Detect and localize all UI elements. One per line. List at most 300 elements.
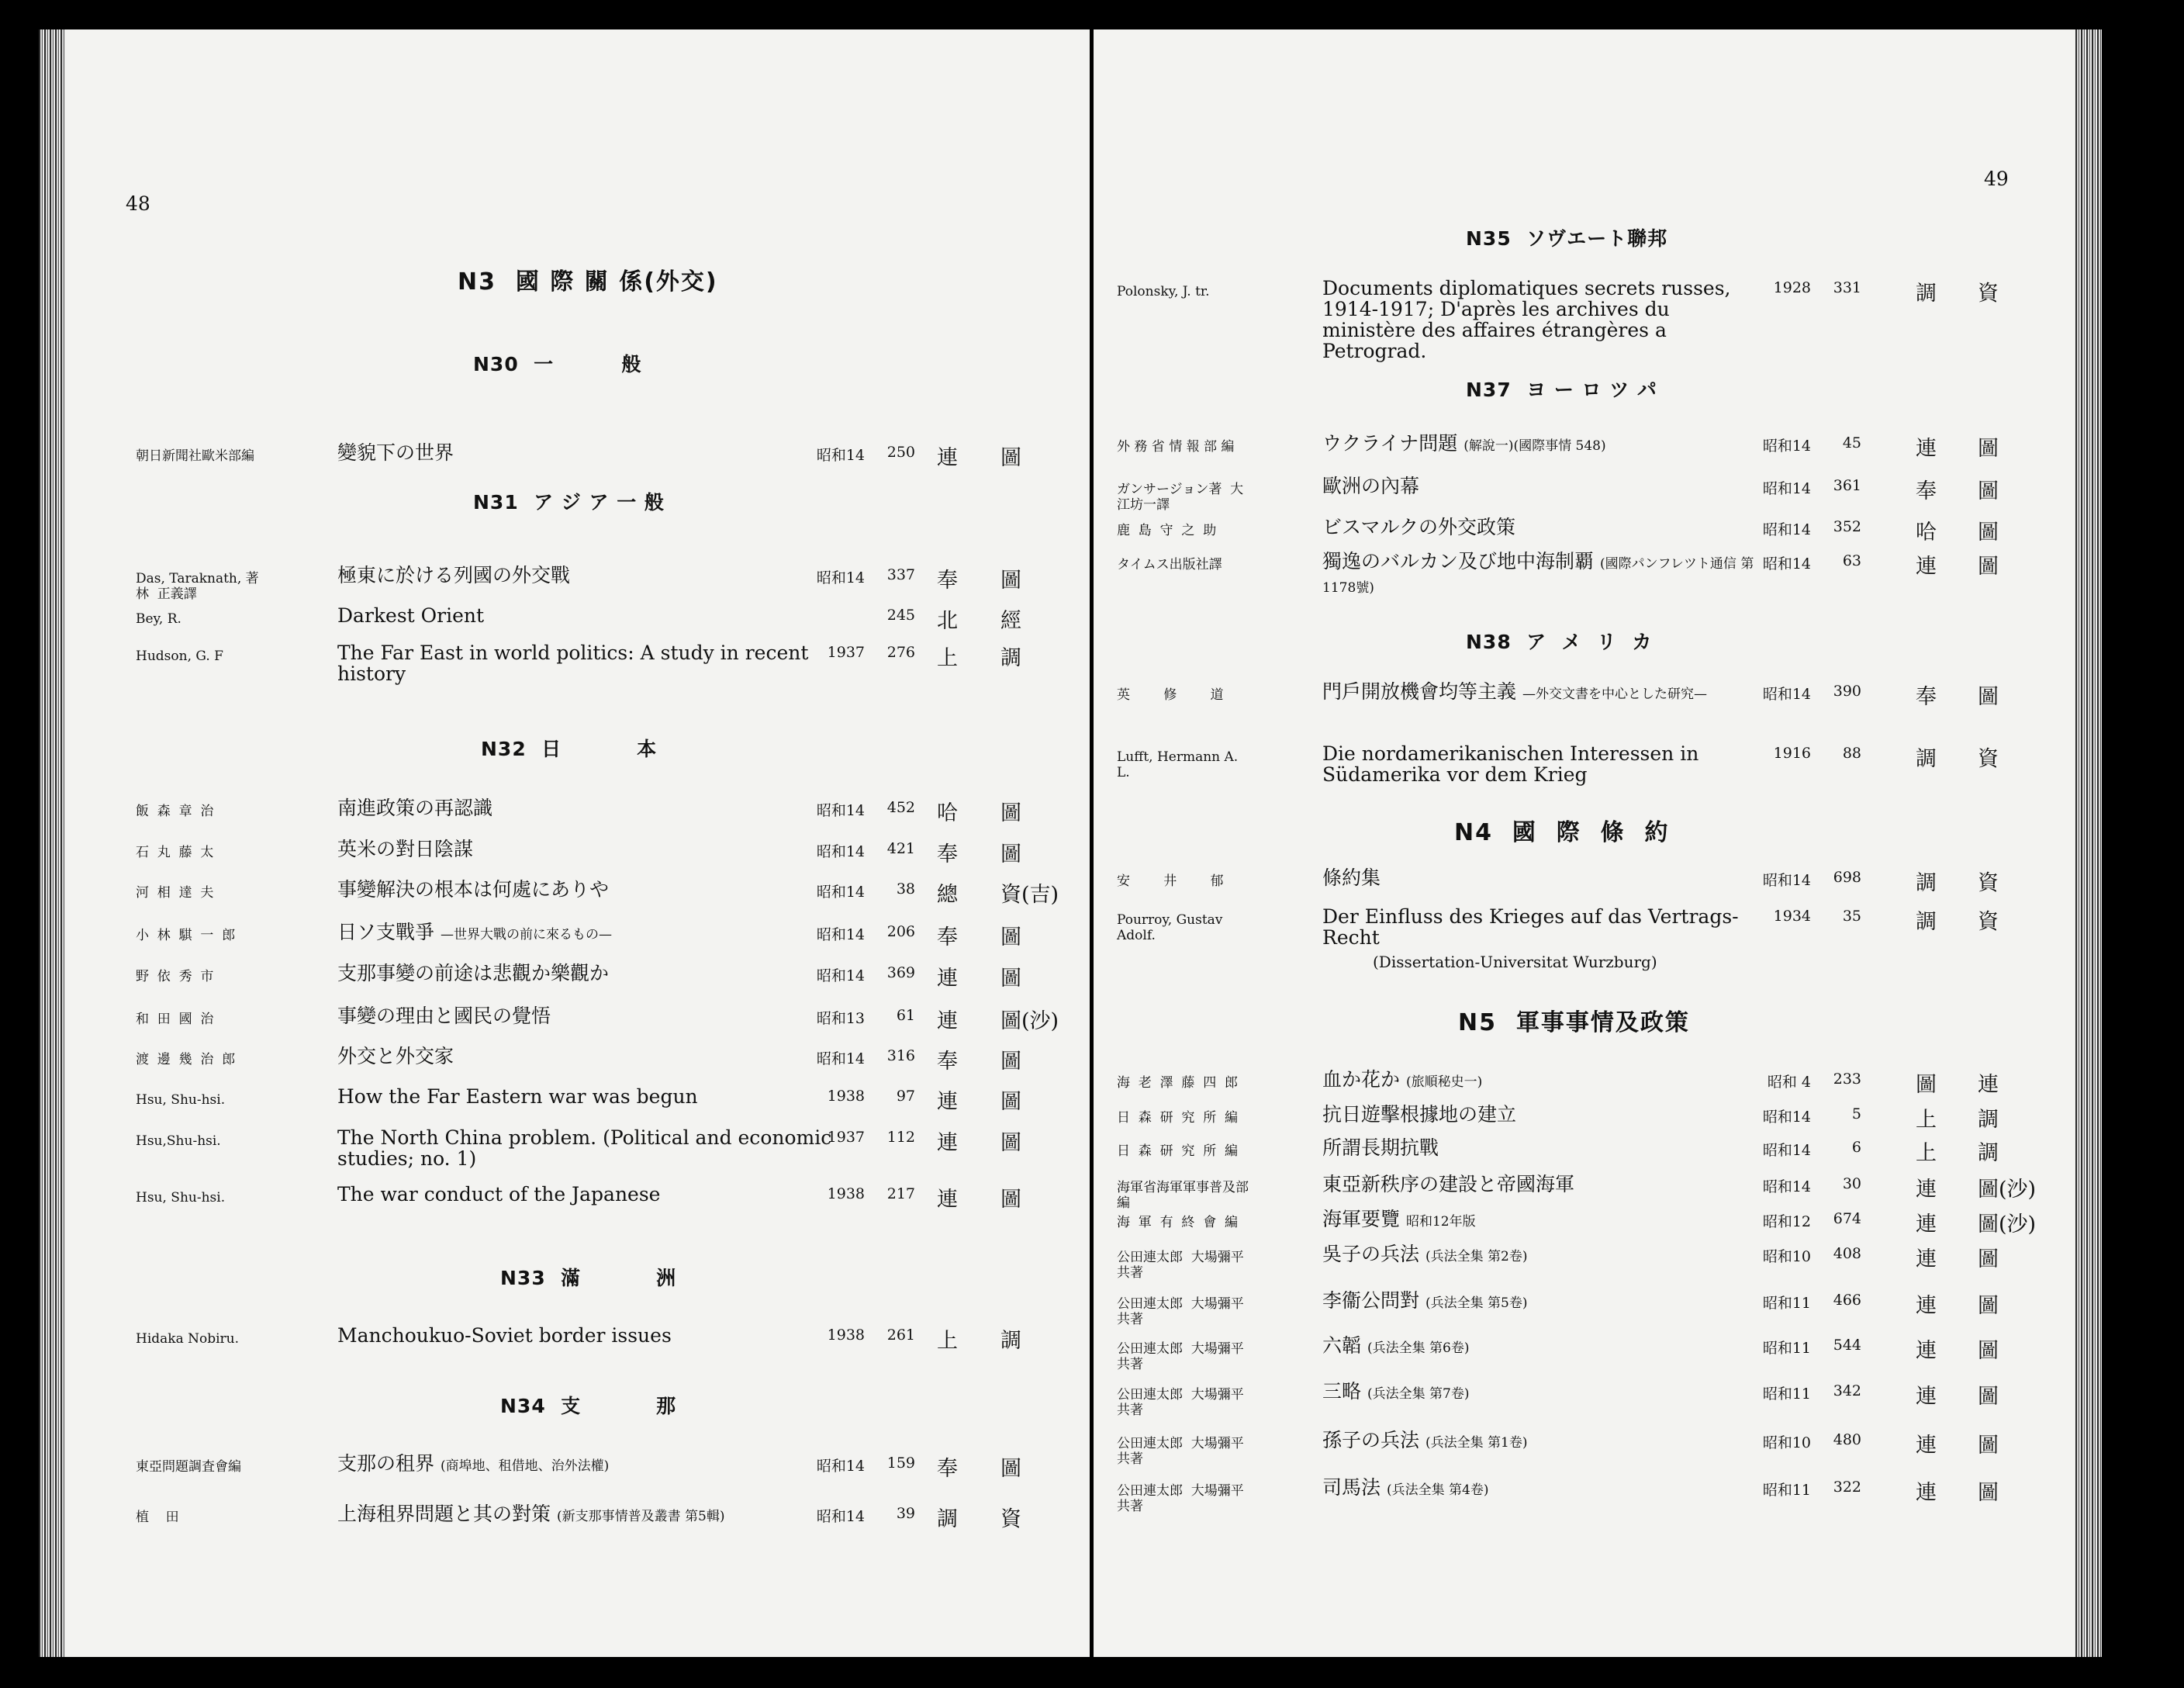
page-count: 674 bbox=[1833, 1210, 1861, 1227]
author-name: 外 務 省 情 報 部 編 bbox=[1117, 439, 1235, 455]
catalog-entry bbox=[1094, 1069, 2102, 1108]
author-name: 公田連太郎 大場彌平 共著 bbox=[1117, 1387, 1244, 1418]
publication-year: 昭和14 bbox=[1762, 686, 1811, 703]
library-code: 圖 bbox=[1978, 521, 1999, 545]
catalog-entry bbox=[39, 797, 1090, 836]
page-count: 480 bbox=[1833, 1431, 1861, 1448]
publication-year: 昭和14 bbox=[816, 447, 865, 464]
catalog-entry bbox=[1094, 1381, 2102, 1420]
library-code: 圖 bbox=[1000, 1188, 1021, 1212]
author-name: Das, Taraknath, 著 林 正義譯 bbox=[136, 571, 259, 602]
title-text: The Far East in world politics: A study in recent history bbox=[337, 642, 809, 685]
publication-year: 昭和11 bbox=[1762, 1340, 1811, 1357]
page-count: 337 bbox=[886, 566, 915, 583]
book-title bbox=[1322, 476, 1764, 496]
author-name: 渡 邊 幾 治 郎 bbox=[136, 1052, 236, 1067]
title-text: 上海租界問題と其の對策 bbox=[337, 1503, 551, 1525]
library-code: 圖 bbox=[1978, 1339, 1999, 1363]
publication-year: 1938 bbox=[827, 1327, 865, 1344]
library-code: 連 bbox=[1978, 1073, 1999, 1097]
author-name: 海 老 澤 藤 四 郎 bbox=[1117, 1075, 1239, 1091]
title-text: Darkest Orient bbox=[337, 604, 485, 627]
publication-year: 昭和10 bbox=[1762, 1248, 1811, 1265]
author-name: Hudson, G. F bbox=[136, 649, 223, 664]
classification-code: 連 bbox=[1916, 1434, 1937, 1458]
title-text: 外交と外交家 bbox=[337, 1045, 454, 1067]
page-count: 408 bbox=[1833, 1245, 1861, 1262]
author-name: Hsu, Shu-hsi. bbox=[136, 1190, 226, 1205]
catalog-entry bbox=[39, 1184, 1090, 1223]
page-count: 342 bbox=[1833, 1382, 1861, 1399]
classification-code: 調 bbox=[1916, 282, 1937, 306]
classification-code: 上 bbox=[937, 646, 958, 670]
page-count: 30 bbox=[1842, 1175, 1861, 1192]
publication-year: 昭和 4 bbox=[1767, 1074, 1811, 1091]
library-code: 圖 bbox=[1978, 437, 1999, 461]
library-code: 資 bbox=[1978, 871, 1999, 895]
title-note: (兵法全集 第6卷) bbox=[1367, 1340, 1470, 1356]
page-count: 112 bbox=[886, 1129, 915, 1146]
book-title bbox=[337, 879, 841, 900]
title-note: (兵法全集 第7卷) bbox=[1367, 1386, 1470, 1402]
catalog-entry bbox=[39, 442, 1090, 481]
author-name: タイムス出版社譯 bbox=[1117, 557, 1222, 572]
page-number: 49 bbox=[1984, 168, 2009, 190]
title-text: 支那事變の前途は悲觀か樂觀か bbox=[337, 962, 610, 984]
title-text: 東亞新秩序の建設と帝國海軍 bbox=[1322, 1173, 1575, 1195]
author-name: 公田連太郎 大場彌平 共著 bbox=[1117, 1341, 1244, 1372]
subsection-heading: N35 ソヴエート聯邦 bbox=[1466, 227, 1668, 250]
author-name: Pourroy, Gustav Adolf. bbox=[1117, 912, 1223, 943]
section-heading: N4 國 際 條 約 bbox=[1454, 819, 1670, 846]
catalog-entry bbox=[39, 605, 1090, 644]
title-text: The North China problem. (Political and economic studies; no. 1) bbox=[337, 1126, 832, 1170]
publication-year: 昭和14 bbox=[816, 1458, 865, 1475]
page-count: 233 bbox=[1833, 1071, 1861, 1088]
page-count: 250 bbox=[886, 444, 915, 461]
left-page bbox=[39, 29, 1090, 1657]
author-name: 公田連太郎 大場彌平 共著 bbox=[1117, 1483, 1244, 1514]
classification-code: 連 bbox=[1916, 1385, 1937, 1409]
author-name: ガンサージョン著 大 江坊一譯 bbox=[1117, 482, 1244, 513]
library-code: 調 bbox=[1978, 1141, 1999, 1165]
title-note: (新支那事情普及叢書 第5輯) bbox=[556, 1509, 725, 1524]
book-title bbox=[1322, 743, 1764, 785]
catalog-entry bbox=[1094, 1290, 2102, 1329]
title-text: 條約集 bbox=[1322, 866, 1381, 889]
title-note: 昭和12年版 bbox=[1405, 1214, 1476, 1230]
publication-year: 1928 bbox=[1773, 279, 1811, 296]
title-text: 門戶開放機會均等主義 bbox=[1322, 680, 1517, 703]
book-title bbox=[1322, 1477, 1764, 1501]
author-name: 海 軍 有 終 會 編 bbox=[1117, 1215, 1239, 1230]
catalog-entry bbox=[39, 1325, 1090, 1364]
publication-year: 昭和13 bbox=[816, 1010, 865, 1027]
publication-year: 昭和14 bbox=[816, 569, 865, 586]
catalog-entry bbox=[1094, 905, 2102, 949]
library-code: 圖(沙) bbox=[1978, 1212, 2037, 1237]
title-text: 南進政策の再認識 bbox=[337, 797, 493, 819]
catalog-entry bbox=[1094, 277, 2102, 362]
author-name: 公田連太郎 大場彌平 共著 bbox=[1117, 1296, 1244, 1327]
library-code: 經 bbox=[1000, 609, 1021, 633]
catalog-entry bbox=[1094, 433, 2102, 472]
title-text: The war conduct of the Japanese bbox=[337, 1183, 661, 1205]
title-text: 抗日遊擊根據地の建立 bbox=[1322, 1103, 1517, 1126]
page-count: 88 bbox=[1842, 745, 1861, 762]
page-count: 390 bbox=[1833, 683, 1861, 700]
title-note: (旅順秘史一) bbox=[1405, 1074, 1483, 1090]
title-text: 司馬法 bbox=[1322, 1476, 1381, 1499]
publication-year: 1937 bbox=[827, 1129, 865, 1146]
title-text: ウクライナ問題 bbox=[1322, 432, 1458, 455]
page-count: 38 bbox=[896, 880, 915, 898]
author-name: 河 相 達 夫 bbox=[136, 885, 214, 901]
author-name: 和 田 國 治 bbox=[136, 1012, 214, 1027]
page-count: 61 bbox=[896, 1007, 915, 1024]
publication-year: 昭和11 bbox=[1762, 1482, 1811, 1499]
book-title bbox=[1322, 1290, 1764, 1314]
classification-code: 調 bbox=[1916, 871, 1937, 895]
book-title bbox=[337, 1184, 841, 1205]
classification-code: 奉 bbox=[937, 1457, 958, 1481]
classification-code: 連 bbox=[937, 1009, 958, 1033]
publication-year: 昭和11 bbox=[1762, 1295, 1811, 1312]
page-count: 316 bbox=[886, 1047, 915, 1064]
library-code: 圖(沙) bbox=[1000, 1009, 1059, 1033]
library-code: 資 bbox=[1000, 1507, 1021, 1531]
page-count: 452 bbox=[886, 799, 915, 816]
catalog-entry bbox=[1094, 742, 2102, 786]
classification-code: 北 bbox=[937, 609, 958, 633]
classification-code: 上 bbox=[937, 1329, 958, 1353]
book-title bbox=[1322, 551, 1764, 599]
library-code: 圖 bbox=[1000, 569, 1021, 593]
author-name: 石 丸 藤 太 bbox=[136, 845, 214, 860]
library-code: 資 bbox=[1978, 747, 1999, 771]
classification-code: 連 bbox=[937, 1090, 958, 1114]
page-count: 159 bbox=[886, 1455, 915, 1472]
title-note: (國際パンフレツト通信 第1178號) bbox=[1322, 556, 1754, 596]
classification-code: 奉 bbox=[1916, 685, 1937, 709]
classification-code: 奉 bbox=[937, 925, 958, 950]
classification-code: 連 bbox=[937, 1131, 958, 1155]
book-title bbox=[1322, 1381, 1764, 1405]
title-text: 六韜 bbox=[1322, 1334, 1362, 1357]
author-name: 日 森 研 究 所 編 bbox=[1117, 1143, 1239, 1159]
title-text: 孫子の兵法 bbox=[1322, 1429, 1420, 1451]
book-title bbox=[337, 442, 841, 463]
library-code: 圖 bbox=[1000, 967, 1021, 991]
title-note: —外交文書を中心とした研究— bbox=[1522, 687, 1707, 702]
catalog-entry bbox=[39, 839, 1090, 877]
classification-code: 連 bbox=[937, 967, 958, 991]
library-code: 資 bbox=[1978, 282, 1999, 306]
book-title bbox=[1322, 1137, 1764, 1158]
page-count: 6 bbox=[1851, 1139, 1861, 1156]
catalog-entry bbox=[39, 1005, 1090, 1044]
catalog-entry bbox=[1094, 867, 2102, 906]
publication-year: 昭和14 bbox=[816, 843, 865, 860]
book-title bbox=[337, 1086, 841, 1107]
title-text: 吳子の兵法 bbox=[1322, 1243, 1420, 1265]
title-text: 事變の理由と國民の覺悟 bbox=[337, 1005, 551, 1027]
publication-year: 1937 bbox=[827, 644, 865, 661]
library-code: 圖 bbox=[1978, 1247, 1999, 1271]
author-name: 小 林 騏 一 郎 bbox=[136, 928, 236, 943]
library-code: 圖 bbox=[1978, 1434, 1999, 1458]
publication-year: 昭和14 bbox=[1762, 1142, 1811, 1159]
publication-year: 昭和12 bbox=[1762, 1213, 1811, 1230]
author-name: 鹿 島 守 之 助 bbox=[1117, 523, 1217, 538]
library-code: 圖 bbox=[1978, 1481, 1999, 1505]
book-title bbox=[337, 797, 841, 818]
author-name: Polonsky, J. tr. bbox=[1117, 284, 1210, 299]
catalog-entry bbox=[39, 922, 1090, 960]
library-code: 圖 bbox=[1000, 446, 1021, 470]
book-title bbox=[1322, 433, 1764, 457]
publication-year: 昭和14 bbox=[816, 1508, 865, 1525]
classification-code: 連 bbox=[1916, 1178, 1937, 1202]
library-code: 圖 bbox=[1978, 479, 1999, 503]
title-text: 日ソ支戰爭 bbox=[337, 921, 435, 943]
section-heading: N5 軍事事情及政策 bbox=[1458, 1009, 1690, 1036]
author-name: 植 田 bbox=[136, 1510, 179, 1525]
publication-year: 1916 bbox=[1773, 745, 1811, 762]
title-text: 支那の租界 bbox=[337, 1452, 435, 1475]
book-title bbox=[1322, 278, 1764, 361]
title-text: Der Einfluss des Krieges auf das Vertrags-Recht bbox=[1322, 905, 1739, 949]
book-title bbox=[337, 1005, 841, 1026]
title-text: Manchoukuo-Soviet border issues bbox=[337, 1324, 672, 1347]
catalog-entry bbox=[1094, 550, 2102, 596]
title-note: (兵法全集 第5卷) bbox=[1425, 1295, 1528, 1311]
classification-code: 上 bbox=[1916, 1108, 1937, 1132]
author-name: Lufft, Hermann A. L. bbox=[1117, 749, 1239, 780]
classification-code: 調 bbox=[1916, 747, 1937, 771]
catalog-entry bbox=[39, 879, 1090, 918]
title-note: (商埠地、租借地、治外法權) bbox=[440, 1458, 610, 1474]
page-count: 698 bbox=[1833, 869, 1861, 886]
author-name: 野 依 秀 市 bbox=[136, 969, 214, 984]
subsection-heading: N32 日 本 bbox=[481, 738, 658, 760]
library-code: 圖 bbox=[1978, 685, 1999, 709]
page-count: 369 bbox=[886, 964, 915, 981]
book-title bbox=[337, 1503, 841, 1527]
catalog-entry bbox=[1094, 681, 2102, 720]
book-title bbox=[337, 963, 841, 984]
note-text: (Dissertation-Universitat Wurzburg) bbox=[1373, 953, 1657, 971]
library-code: 圖 bbox=[1978, 1385, 1999, 1409]
publication-year: 昭和14 bbox=[1762, 480, 1811, 497]
title-text: 獨逸のバルカン及び地中海制覇 bbox=[1322, 550, 1595, 572]
page-count: 97 bbox=[896, 1088, 915, 1105]
library-code: 圖 bbox=[1000, 1131, 1021, 1155]
publication-year: 昭和14 bbox=[1762, 521, 1811, 538]
classification-code: 連 bbox=[1916, 1247, 1937, 1271]
right-page bbox=[1094, 29, 2102, 1657]
catalog-entry bbox=[39, 642, 1090, 685]
book-title bbox=[1322, 1335, 1764, 1359]
catalog-entry bbox=[39, 1503, 1090, 1542]
classification-code: 調 bbox=[1916, 910, 1937, 934]
title-note: (解說一)(國際事情 548) bbox=[1463, 438, 1606, 454]
catalog-entry bbox=[1094, 1430, 2102, 1468]
publication-year: 昭和14 bbox=[816, 926, 865, 943]
book-title bbox=[337, 839, 841, 860]
publication-year: 1938 bbox=[827, 1185, 865, 1202]
page-number: 48 bbox=[126, 192, 150, 215]
library-code: 調 bbox=[1000, 646, 1021, 670]
classification-code: 上 bbox=[1916, 1141, 1937, 1165]
book-title bbox=[1322, 1069, 1764, 1093]
page-count: 466 bbox=[1833, 1292, 1861, 1309]
publication-year: 昭和14 bbox=[816, 967, 865, 984]
catalog-entry bbox=[39, 1126, 1090, 1170]
author-name: 公田連太郎 大場彌平 共著 bbox=[1117, 1250, 1244, 1281]
classification-code: 連 bbox=[1916, 1481, 1937, 1505]
title-text: 極東に於ける列國の外交戰 bbox=[337, 564, 571, 586]
page-count: 352 bbox=[1833, 518, 1861, 535]
author-name: Hidaka Nobiru. bbox=[136, 1331, 240, 1347]
title-text: 所謂長期抗戰 bbox=[1322, 1136, 1439, 1159]
author-name: 安 井 郁 bbox=[1117, 873, 1224, 889]
book-title bbox=[1322, 681, 1764, 705]
library-code: 圖 bbox=[1000, 801, 1021, 825]
book-title bbox=[337, 1325, 841, 1346]
publication-year: 昭和14 bbox=[816, 884, 865, 901]
page-count: 63 bbox=[1842, 552, 1861, 569]
title-text: 事變解決の根本は何處にありや bbox=[337, 878, 610, 901]
title-note: (兵法全集 第1卷) bbox=[1425, 1435, 1528, 1451]
library-code: 圖 bbox=[1978, 555, 1999, 579]
publication-year: 1938 bbox=[827, 1088, 865, 1105]
library-code: 圖 bbox=[1000, 1457, 1021, 1481]
book-title bbox=[1322, 1430, 1764, 1454]
catalog-entry bbox=[1094, 1477, 2102, 1516]
catalog-entry bbox=[1094, 1335, 2102, 1374]
library-code: 調 bbox=[1978, 1108, 1999, 1132]
subsection-heading: N33 滿 洲 bbox=[500, 1267, 677, 1289]
subsection-heading: N37 ヨ ー ロ ツ パ bbox=[1466, 379, 1657, 401]
author-name: Hsu, Shu-hsi. bbox=[136, 1092, 226, 1108]
book-title bbox=[1322, 1244, 1764, 1268]
library-code: 資(吉) bbox=[1000, 883, 1059, 907]
publication-year: 昭和14 bbox=[1762, 872, 1811, 889]
publication-year: 昭和14 bbox=[1762, 438, 1811, 455]
publication-year: 昭和14 bbox=[1762, 555, 1811, 572]
classification-code: 連 bbox=[1916, 1339, 1937, 1363]
catalog-entry bbox=[39, 1453, 1090, 1492]
catalog-entry bbox=[1094, 1137, 2102, 1176]
catalog-entry bbox=[39, 963, 1090, 1001]
page-count: 421 bbox=[886, 840, 915, 857]
author-name: 朝日新聞社歐米部編 bbox=[136, 448, 254, 464]
library-code: 圖 bbox=[1000, 842, 1021, 866]
publication-year: 昭和10 bbox=[1762, 1434, 1811, 1451]
catalog-entry bbox=[39, 1046, 1090, 1084]
page-count: 261 bbox=[886, 1327, 915, 1344]
catalog-entry bbox=[1094, 476, 2102, 514]
catalog-entry bbox=[1094, 1209, 2102, 1247]
classification-code: 哈 bbox=[937, 801, 958, 825]
author-name: 東亞問題調査會編 bbox=[136, 1459, 241, 1475]
book-title bbox=[1322, 517, 1764, 538]
classification-code: 奉 bbox=[1916, 479, 1937, 503]
section-heading: N3 國 際 關 係(外交) bbox=[458, 268, 718, 296]
author-name: 英 修 道 bbox=[1117, 687, 1224, 703]
catalog-entry bbox=[39, 1086, 1090, 1125]
publication-year: 昭和14 bbox=[1762, 1109, 1811, 1126]
library-code: 圖 bbox=[1978, 1294, 1999, 1318]
book-title bbox=[337, 1046, 841, 1067]
publication-year: 昭和11 bbox=[1762, 1385, 1811, 1403]
page-count: 322 bbox=[1833, 1479, 1861, 1496]
book-title bbox=[337, 1453, 841, 1477]
classification-code: 奉 bbox=[937, 842, 958, 866]
book-title bbox=[337, 605, 841, 626]
library-code: 調 bbox=[1000, 1329, 1021, 1353]
title-text: 英米の對日陰謀 bbox=[337, 838, 474, 860]
classification-code: 奉 bbox=[937, 1050, 958, 1074]
page-count: 544 bbox=[1833, 1337, 1861, 1354]
page-count: 276 bbox=[886, 644, 915, 661]
author-name: 海軍省海軍軍事普及部 編 bbox=[1117, 1180, 1249, 1211]
subsection-heading: N31 ア ジ ア 一 般 bbox=[473, 491, 665, 514]
subsection-heading: N38 ア メ リ カ bbox=[1466, 631, 1653, 653]
library-code: 圖 bbox=[1000, 1050, 1021, 1074]
book-title bbox=[1322, 867, 1764, 888]
classification-code: 連 bbox=[1916, 1294, 1937, 1318]
book-title bbox=[337, 565, 841, 586]
title-text: ビスマルクの外交政策 bbox=[1322, 516, 1516, 538]
catalog-entry bbox=[39, 565, 1090, 604]
library-code: 圖(沙) bbox=[1978, 1178, 2037, 1202]
classification-code: 哈 bbox=[1916, 521, 1937, 545]
book-title bbox=[1322, 1174, 1764, 1195]
classification-code: 連 bbox=[937, 446, 958, 470]
page-count: 5 bbox=[1851, 1105, 1861, 1122]
catalog-entry bbox=[1094, 1244, 2102, 1282]
title-note: —世界大戰の前に來るもの— bbox=[440, 927, 612, 943]
book-title bbox=[1322, 906, 1764, 948]
page-count: 45 bbox=[1842, 434, 1861, 451]
title-text: 李衞公問對 bbox=[1322, 1289, 1420, 1312]
classification-code: 連 bbox=[937, 1188, 958, 1212]
book-title bbox=[337, 922, 841, 946]
page-count: 245 bbox=[886, 607, 915, 624]
title-note: (兵法全集 第4卷) bbox=[1386, 1482, 1489, 1498]
title-text: Documents diplomatiques secrets russes, 1914-1917; D'après les archives du ministère des affaires étrangères a Petrograd. bbox=[1322, 277, 1731, 362]
publication-year: 昭和14 bbox=[816, 1050, 865, 1067]
publication-year: 昭和14 bbox=[1762, 1178, 1811, 1195]
title-note: (兵法全集 第2卷) bbox=[1425, 1249, 1528, 1264]
publication-year: 昭和14 bbox=[816, 802, 865, 819]
catalog-entry bbox=[1094, 1174, 2102, 1212]
book-title bbox=[1322, 1209, 1764, 1233]
page-count: 35 bbox=[1842, 908, 1861, 925]
page-count: 361 bbox=[1833, 477, 1861, 494]
classification-code: 連 bbox=[1916, 555, 1937, 579]
classification-code: 奉 bbox=[937, 569, 958, 593]
author-name: 公田連太郎 大場彌平 共著 bbox=[1117, 1436, 1244, 1467]
book-title bbox=[337, 1127, 841, 1169]
library-code: 圖 bbox=[1000, 1090, 1021, 1114]
page-count: 331 bbox=[1833, 279, 1861, 296]
title-text: How the Far Eastern war was begun bbox=[337, 1085, 698, 1108]
page-count: 206 bbox=[886, 923, 915, 940]
title-text: 血か花か bbox=[1322, 1068, 1401, 1091]
